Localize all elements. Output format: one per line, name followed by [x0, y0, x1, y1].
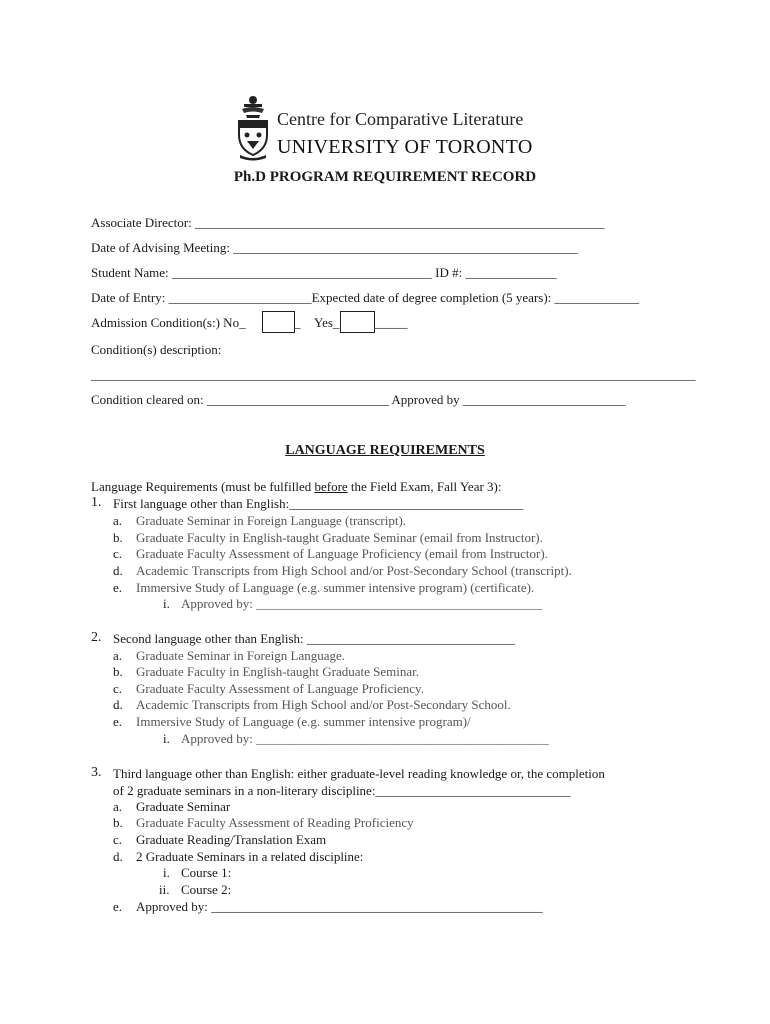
req3-marker-a: a. [113, 799, 123, 814]
admission-no-tail: _ [294, 315, 301, 330]
associate-director-field[interactable]: Associate Director: _______________________________________________________________ [91, 215, 605, 230]
req1-marker-a: a. [113, 513, 123, 528]
student-name-field[interactable]: Student Name: ________________________________________ ID #: ______________ [91, 265, 557, 280]
intro-text-before: Language Requirements (must be fulfilled [91, 479, 315, 494]
admission-yes-checkbox[interactable] [340, 311, 375, 333]
req1-item-c: Graduate Faculty Assessment of Language Proficiency (email from Instructor). [136, 546, 548, 561]
advising-date-field[interactable]: Date of Advising Meeting: _____________________________________________________ [91, 240, 578, 255]
req2-marker-c: c. [113, 681, 123, 696]
req1-approved-marker: i. [163, 596, 170, 611]
req1-marker-b: b. [113, 530, 123, 545]
req2-approved-marker: i. [163, 731, 170, 746]
req3-marker-b: b. [113, 815, 123, 830]
req2-item-b: Graduate Faculty in English-taught Graduate Seminar. [136, 664, 420, 679]
intro-text-after: the Field Exam, Fall Year 3): [347, 479, 502, 494]
req1-item-a: Graduate Seminar in Foreign Language (transcript). [136, 513, 407, 528]
language-intro [91, 479, 502, 495]
condition-cleared-field[interactable]: Condition cleared on: ____________________________ Approved by _________________________ [91, 392, 626, 407]
page-title: Ph.D PROGRAM REQUIREMENT RECORD [233, 169, 537, 185]
entry-date-field[interactable]: Date of Entry: ______________________Expected date of degree completion (5 years): _____________ [91, 290, 640, 305]
req2-marker-e: e. [113, 714, 123, 729]
university-name: UNIVERSITY OF TORONTO [277, 136, 533, 158]
req1-item-d: Academic Transcripts from High School and/or Post-Secondary School (transcript). [136, 563, 572, 578]
req3-course2-marker: ii. [159, 882, 170, 897]
condition-description-line[interactable]: _____________________________________________________________________________________________ [91, 367, 696, 382]
req3-item-a: Graduate Seminar [136, 799, 231, 814]
req2-item-c: Graduate Faculty Assessment of Language Proficiency. [136, 681, 424, 696]
req3-item-b: Graduate Faculty Assessment of Reading Proficiency [136, 815, 414, 830]
req1-marker-e: e. [113, 580, 123, 595]
req2-marker-b: b. [113, 664, 123, 679]
admission-yes-tail: _____ [375, 315, 408, 330]
req1-item-b: Graduate Faculty in English-taught Graduate Seminar (email from Instructor). [136, 530, 543, 545]
req3-label-line2[interactable]: of 2 graduate seminars in a non-literary discipline:______________________________ [113, 783, 571, 798]
req1-marker-d: d. [113, 563, 123, 578]
req3-label-line1: Third language other than English: either graduate-level reading knowledge or, the completion [113, 766, 605, 781]
req2-marker-d: d. [113, 697, 123, 712]
language-requirements-heading: LANGUAGE REQUIREMENTS [285, 443, 485, 458]
req3-number: 3. [91, 765, 102, 780]
req1-label-field[interactable]: First language other than English:____________________________________ [113, 496, 524, 511]
req3-item-d: 2 Graduate Seminars in a related discipline: [136, 849, 364, 864]
admission-yes-label: Yes_ [314, 315, 340, 330]
req2-item-e: Immersive Study of Language (e.g. summer intensive program)/ [136, 714, 471, 729]
req2-number: 2. [91, 630, 102, 645]
req2-approved-field[interactable]: Approved by: _____________________________________________ [181, 731, 549, 746]
req3-approved-marker: e. [113, 899, 123, 914]
university-crest-logo [236, 95, 270, 161]
req3-marker-c: c. [113, 832, 123, 847]
req1-marker-c: c. [113, 546, 123, 561]
admission-no-label: Admission Condition(s:) No_ [91, 315, 246, 330]
condition-description-label: Condition(s) description: [91, 342, 222, 357]
req2-marker-a: a. [113, 648, 123, 663]
req2-label-field[interactable]: Second language other than English: ________________________________ [113, 631, 515, 646]
req3-approved-field[interactable]: Approved by: ___________________________________________________ [136, 899, 543, 914]
req2-item-a: Graduate Seminar in Foreign Language. [136, 648, 346, 663]
req3-item-c: Graduate Reading/Translation Exam [136, 832, 327, 847]
req1-number: 1. [91, 495, 102, 510]
req3-course2-field[interactable]: Course 2: [181, 882, 232, 897]
admission-no-checkbox[interactable] [262, 311, 295, 333]
req3-course1-marker: i. [163, 865, 170, 880]
intro-emphasis: before [314, 479, 348, 494]
req3-marker-d: d. [113, 849, 123, 864]
req1-approved-field[interactable]: Approved by: ____________________________________________ [181, 596, 543, 611]
req3-course1-field[interactable]: Course 1: [181, 865, 232, 880]
req2-item-d: Academic Transcripts from High School and/or Post-Secondary School. [136, 697, 511, 712]
centre-name: Centre for Comparative Literature [277, 109, 524, 129]
req1-item-e: Immersive Study of Language (e.g. summer intensive program) (certificate). [136, 580, 535, 595]
